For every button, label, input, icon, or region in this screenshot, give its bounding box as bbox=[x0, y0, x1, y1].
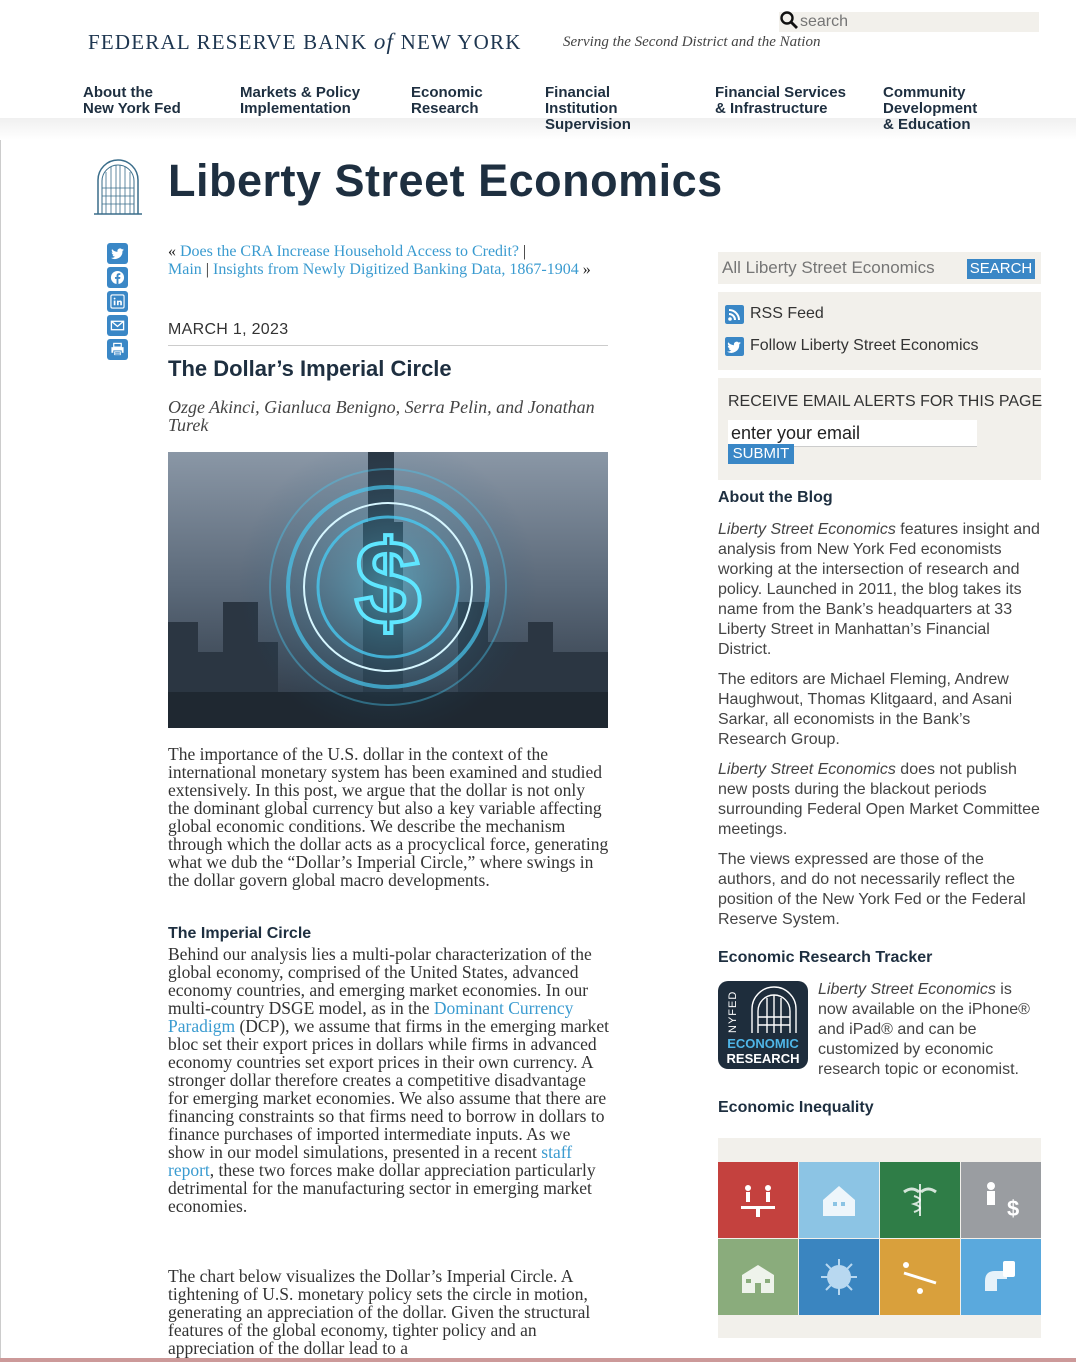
blog-name-italic: Liberty Street Economics bbox=[718, 761, 896, 778]
tilted-scale-icon bbox=[880, 1239, 960, 1315]
paragraph-chart-intro: The chart below visualizes the Dollar’s Imperial Circle. A tightening of U.S. monetary policy sets the circle in motion, generating an appreciation of the dollar. Given the structural features of the global economy, tighter policy and an appreciation of the dollar lead to a bbox=[168, 1266, 591, 1358]
post-authors: Ozge Akinci, Gianluca Benigno, Serra Pelin, and Jonathan Turek bbox=[168, 397, 595, 435]
prev-post-link[interactable]: Does the CRA Increase Household Access to Credit? bbox=[180, 243, 520, 260]
person-dollar-icon bbox=[961, 1162, 1041, 1238]
balance-scale-people-icon bbox=[718, 1162, 798, 1238]
page-left-border bbox=[0, 0, 1, 1362]
economic-inequality-banner[interactable] bbox=[718, 1138, 1041, 1338]
staff-report-link[interactable]: staff report bbox=[168, 1142, 573, 1180]
search-icon[interactable] bbox=[779, 10, 799, 30]
para2-text-b: (DCP), we assume that firms in the emerging market bloc set their export prices in dollars while firms in advanced economy countries set export prices in their own currency. A stronger dollar therefore creates a competitive disadvantage for emerging market economies. We also assume that there are financing constraints so that firms need to borrow in dollars to finance purchases of imported intermediate inputs. As we show in our model simulations, presented in a recent bbox=[168, 1016, 609, 1162]
tracker-heading: Economic Research Tracker bbox=[718, 949, 933, 966]
rss-feed-label: RSS Feed bbox=[750, 305, 824, 322]
nav-markets-policy[interactable]: Markets & Policy Implementation bbox=[240, 84, 361, 117]
page-bottom-border bbox=[0, 1358, 1076, 1362]
bank-logo-wordmark[interactable] bbox=[88, 29, 522, 55]
feed-links bbox=[718, 292, 1041, 370]
hero-dollar-circle-image bbox=[168, 452, 608, 728]
para2-text-c: , these two forces make dollar appreciation particularly detrimental for the manufacturing sector in emerging market economies. bbox=[168, 1160, 596, 1216]
main-link[interactable]: Main bbox=[168, 261, 202, 278]
email-field[interactable] bbox=[728, 420, 977, 447]
economic-research-tracker-logo[interactable] bbox=[718, 981, 808, 1069]
nav-community-development[interactable]: Community Development & Education bbox=[883, 84, 978, 133]
post-navigation bbox=[168, 243, 608, 279]
print-icon[interactable] bbox=[107, 339, 128, 360]
post-title: The Dollar’s Imperial Circle bbox=[168, 356, 452, 381]
post-date: MARCH 1, 2023 bbox=[168, 321, 608, 346]
about-blog-heading: About the Blog bbox=[718, 489, 833, 506]
site-search-input[interactable] bbox=[800, 12, 1036, 32]
blog-title[interactable]: Liberty Street Economics bbox=[168, 155, 723, 206]
bank-name-of: of bbox=[373, 29, 395, 54]
site-search bbox=[779, 12, 1039, 32]
house-icon bbox=[799, 1162, 879, 1238]
prev-marker: « bbox=[168, 243, 176, 260]
about-paragraph-4: The views expressed are those of the authors, and do not necessarily reflect the position of the New York Fed or the Federal Reserve System. bbox=[718, 851, 1026, 928]
about-p1-text: features insight and analysis from New York Fed economists working at the intersection of research and policy. Launched in 2011, the blog takes its name from the Bank’s headquarters at 33 Liberty Street in Manhattan’s Financial District. bbox=[718, 521, 1040, 658]
caduceus-icon bbox=[880, 1162, 960, 1238]
dominant-currency-paradigm-link[interactable]: Dominant Currency Paradigm bbox=[168, 998, 574, 1036]
follow-label: Follow Liberty Street Economics bbox=[750, 337, 979, 354]
section-heading: The Imperial Circle bbox=[168, 925, 312, 942]
tracker-text: is now available on the iPhone® and iPad® and can be customized by economic research topic or economist. bbox=[818, 981, 1030, 1078]
nav-economic-research[interactable]: Economic Research bbox=[411, 84, 483, 117]
paragraph-intro: The importance of the U.S. dollar in the context of the international monetary system has been examined and studied extensively. In this post, we argue that the dollar is not only the dominant global currency but also a key variable affecting global economic conditions. We describe the mechanism through which the dollar acts as a procyclical force, generating what we dub the “Dollar’s Imperial Circle,” where swings in the dollar govern global macro developments. bbox=[168, 744, 609, 890]
email-icon[interactable] bbox=[107, 315, 128, 336]
tracker-description bbox=[818, 980, 1038, 1080]
rss-icon bbox=[725, 305, 744, 324]
nav-financial-services[interactable]: Financial Services & Infrastructure bbox=[715, 84, 846, 117]
svg-text:$: $ bbox=[1007, 1196, 1020, 1220]
blog-search-button[interactable]: SEARCH bbox=[967, 259, 1035, 279]
email-alerts-title: RECEIVE EMAIL ALERTS FOR THIS PAGE bbox=[728, 393, 1043, 410]
bank-name-part2: NEW YORK bbox=[400, 30, 522, 54]
paragraph-imperial-circle bbox=[168, 945, 610, 1215]
about-paragraph-1 bbox=[718, 520, 1043, 660]
virus-icon bbox=[799, 1239, 879, 1315]
nav-separator: | bbox=[205, 261, 209, 278]
liberty-street-logo[interactable] bbox=[93, 158, 143, 215]
facebook-icon[interactable] bbox=[107, 267, 128, 288]
share-bar bbox=[107, 243, 129, 363]
next-post-link[interactable]: Insights from Newly Digitized Banking Data, 1867-1904 bbox=[212, 261, 579, 278]
twitter-icon bbox=[725, 337, 744, 356]
bank-name-part1: FEDERAL RESERVE BANK bbox=[88, 30, 368, 54]
blog-name-italic: Liberty Street Economics bbox=[818, 981, 996, 998]
site-header bbox=[0, 0, 1076, 140]
blog-search-input[interactable] bbox=[722, 258, 962, 278]
tracker-logo-line2: RESEARCH bbox=[726, 1051, 800, 1066]
svg-text:$: $ bbox=[354, 516, 422, 650]
nav-financial-supervision[interactable]: Financial Institution Supervision bbox=[545, 84, 631, 133]
blog-name-italic: Liberty Street Economics bbox=[718, 521, 896, 538]
main-nav bbox=[83, 85, 1003, 135]
linkedin-icon[interactable] bbox=[107, 291, 128, 312]
about-paragraph-2: The editors are Michael Fleming, Andrew Haughwout, Thomas Klitgaard, and Asani Sarkar, all economists in the Bank’s Research Group. bbox=[718, 671, 1013, 748]
about-paragraph-3 bbox=[718, 760, 1043, 840]
nav-about[interactable]: About the New York Fed bbox=[83, 84, 181, 117]
inequality-heading: Economic Inequality bbox=[718, 1099, 874, 1116]
school-icon bbox=[718, 1239, 798, 1315]
next-marker: » bbox=[582, 261, 591, 278]
svg-text:NYFED: NYFED bbox=[727, 990, 739, 1033]
nav-separator: | bbox=[523, 243, 527, 260]
submit-button[interactable]: SUBMIT bbox=[728, 444, 794, 464]
hand-money-icon bbox=[961, 1239, 1041, 1315]
email-alerts bbox=[718, 378, 1041, 480]
about-p3-text: does not publish new posts during the blackout periods surrounding Federal Open Market Committee meetings. bbox=[718, 761, 1040, 838]
para2-text-a: Behind our analysis lies a multi-polar characterization of the global economy, comprised of the United States, advanced economy countries, and emerging market economies. In our multi-country DSGE model, as in the bbox=[168, 944, 592, 1018]
tracker-logo-line1: ECONOMIC bbox=[727, 1036, 799, 1051]
twitter-icon[interactable] bbox=[107, 243, 128, 264]
bank-tagline: Serving the Second District and the Nation bbox=[563, 34, 821, 50]
